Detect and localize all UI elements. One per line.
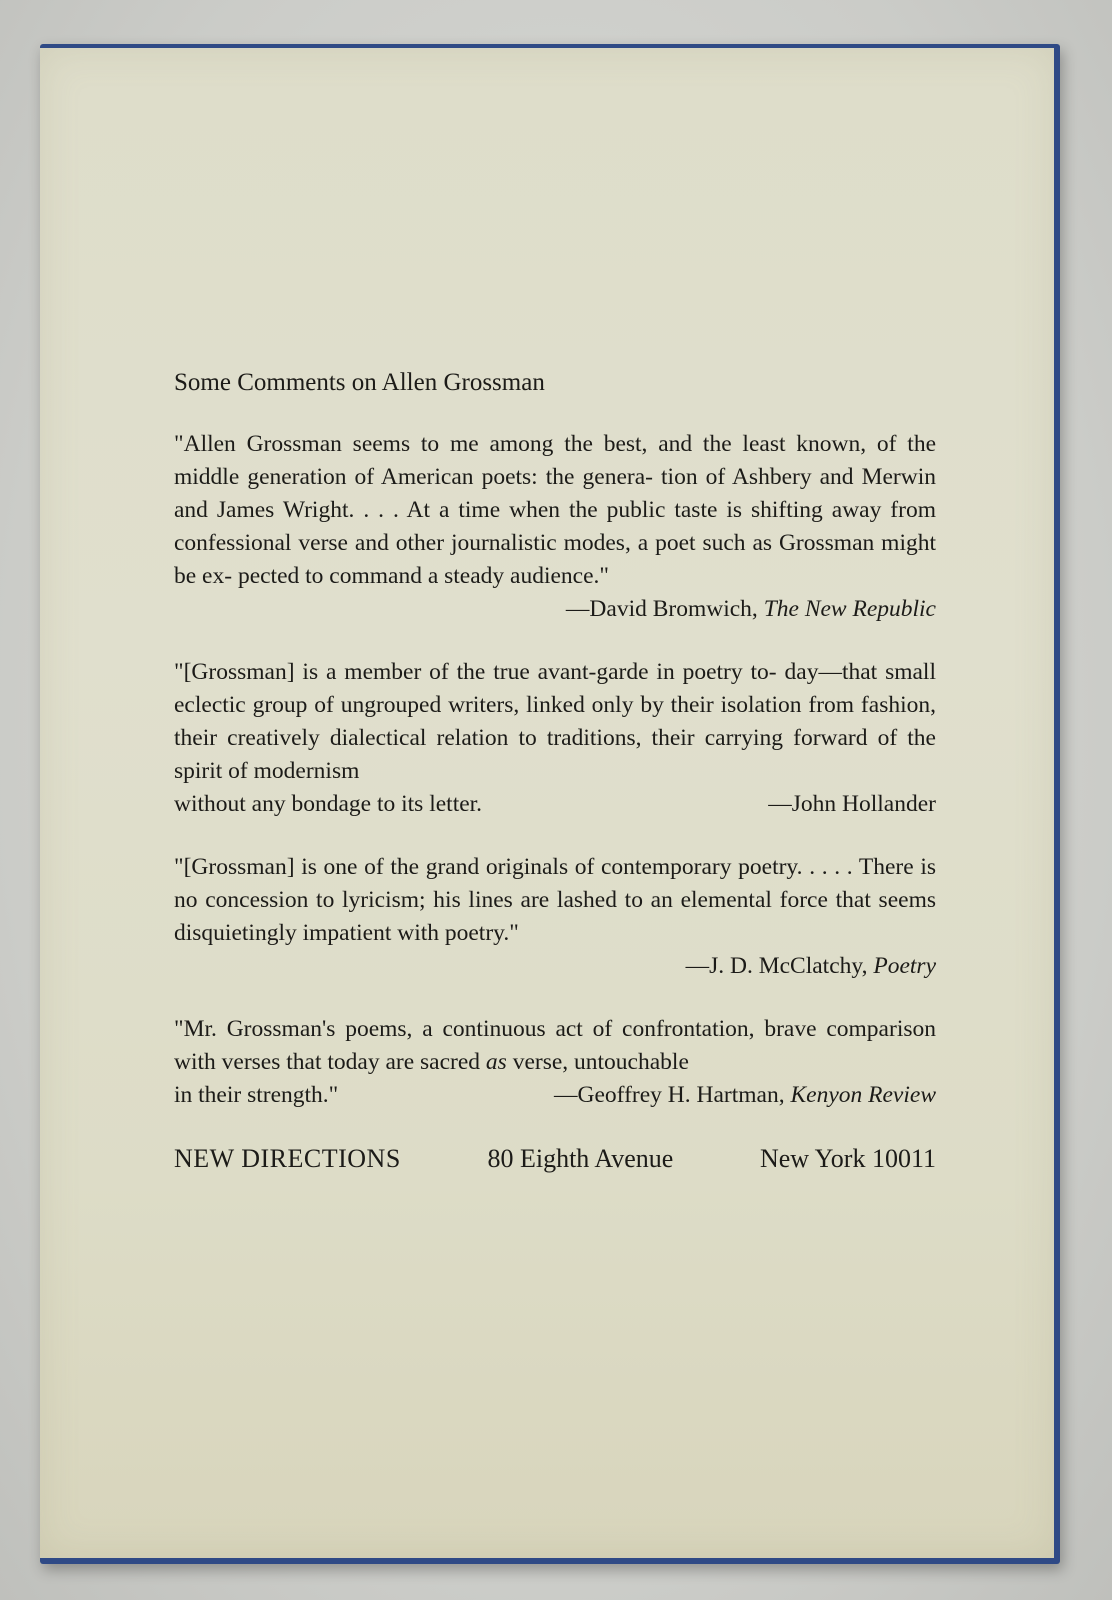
source: Kenyon Review bbox=[790, 1082, 936, 1108]
last-line-row bbox=[174, 788, 936, 821]
comment-bromwich bbox=[174, 428, 936, 626]
quote-text bbox=[174, 1013, 936, 1079]
heading: Some Comments on Allen Grossman bbox=[174, 369, 545, 396]
quote-line: verse, untouchable bbox=[506, 1049, 689, 1075]
quote-line: day—that small eclectic group of ungrouped writers, linked only bbox=[174, 659, 936, 718]
source: Poetry bbox=[873, 953, 936, 979]
quote-line: in their strength." bbox=[174, 1082, 339, 1108]
attribution bbox=[554, 1079, 936, 1112]
comments-block bbox=[174, 366, 936, 1176]
publisher-line bbox=[174, 1142, 936, 1176]
quote-italic: as bbox=[485, 1049, 507, 1075]
quote-line: other journalistic modes, a poet such as Grossman might be ex- bbox=[174, 530, 937, 589]
comment-mcclatchy bbox=[174, 851, 936, 983]
quote-line: tion of Ashbery and Merwin and James Wright. . . . At a time bbox=[174, 464, 937, 523]
quote-text bbox=[174, 851, 936, 950]
quote-line: elemental force that seems disquietingly impatient with poetry." bbox=[174, 887, 936, 946]
author: —David Bromwich, bbox=[565, 596, 764, 622]
author: —J. D. McClatchy, bbox=[685, 953, 874, 979]
quote-line: when the public taste is shifting away from confessional verse and bbox=[174, 497, 936, 556]
quote-line: "Allen Grossman seems to me among the best, and the least bbox=[174, 431, 786, 457]
quote-line: to traditions, their carrying forward of the spirit of modernism bbox=[174, 725, 936, 784]
quote-line: "[Grossman] is one of the grand originals of contemporary poetry. bbox=[174, 854, 803, 880]
quote-line: by their isolation from fashion, their creatively dialectical relation bbox=[174, 692, 936, 751]
quote-line: "[Grossman] is a member of the true avant-garde in poetry to- bbox=[174, 659, 777, 685]
comment-hollander bbox=[174, 656, 936, 821]
quote-text bbox=[174, 428, 936, 593]
author: —Geoffrey H. Hartman, bbox=[554, 1082, 791, 1108]
publisher-city: New York 10011 bbox=[759, 1144, 936, 1173]
attribution bbox=[174, 593, 936, 626]
quote-line: without any bondage to its letter. bbox=[174, 791, 483, 817]
publisher-name: NEW DIRECTIONS bbox=[174, 1144, 401, 1173]
source: The New Republic bbox=[763, 596, 936, 622]
publisher-street: 80 Eighth Avenue bbox=[487, 1144, 674, 1173]
attribution bbox=[174, 950, 936, 983]
author: —John Hollander bbox=[768, 791, 936, 817]
quote-line: pected to command a steady audience." bbox=[237, 563, 610, 589]
quote-line: known, of the middle generation of American poets: the genera- bbox=[174, 431, 937, 490]
quote-text bbox=[174, 656, 936, 788]
quote-line: . . . . There is no concession to lyricism; his lines are lashed to an bbox=[174, 854, 936, 913]
comment-hartman bbox=[174, 1013, 936, 1112]
last-line-row bbox=[174, 1079, 936, 1112]
quote-line: "Mr. Grossman's poems, a continuous act of confrontation, brave comparison with verses that today are sacred bbox=[174, 1016, 936, 1075]
